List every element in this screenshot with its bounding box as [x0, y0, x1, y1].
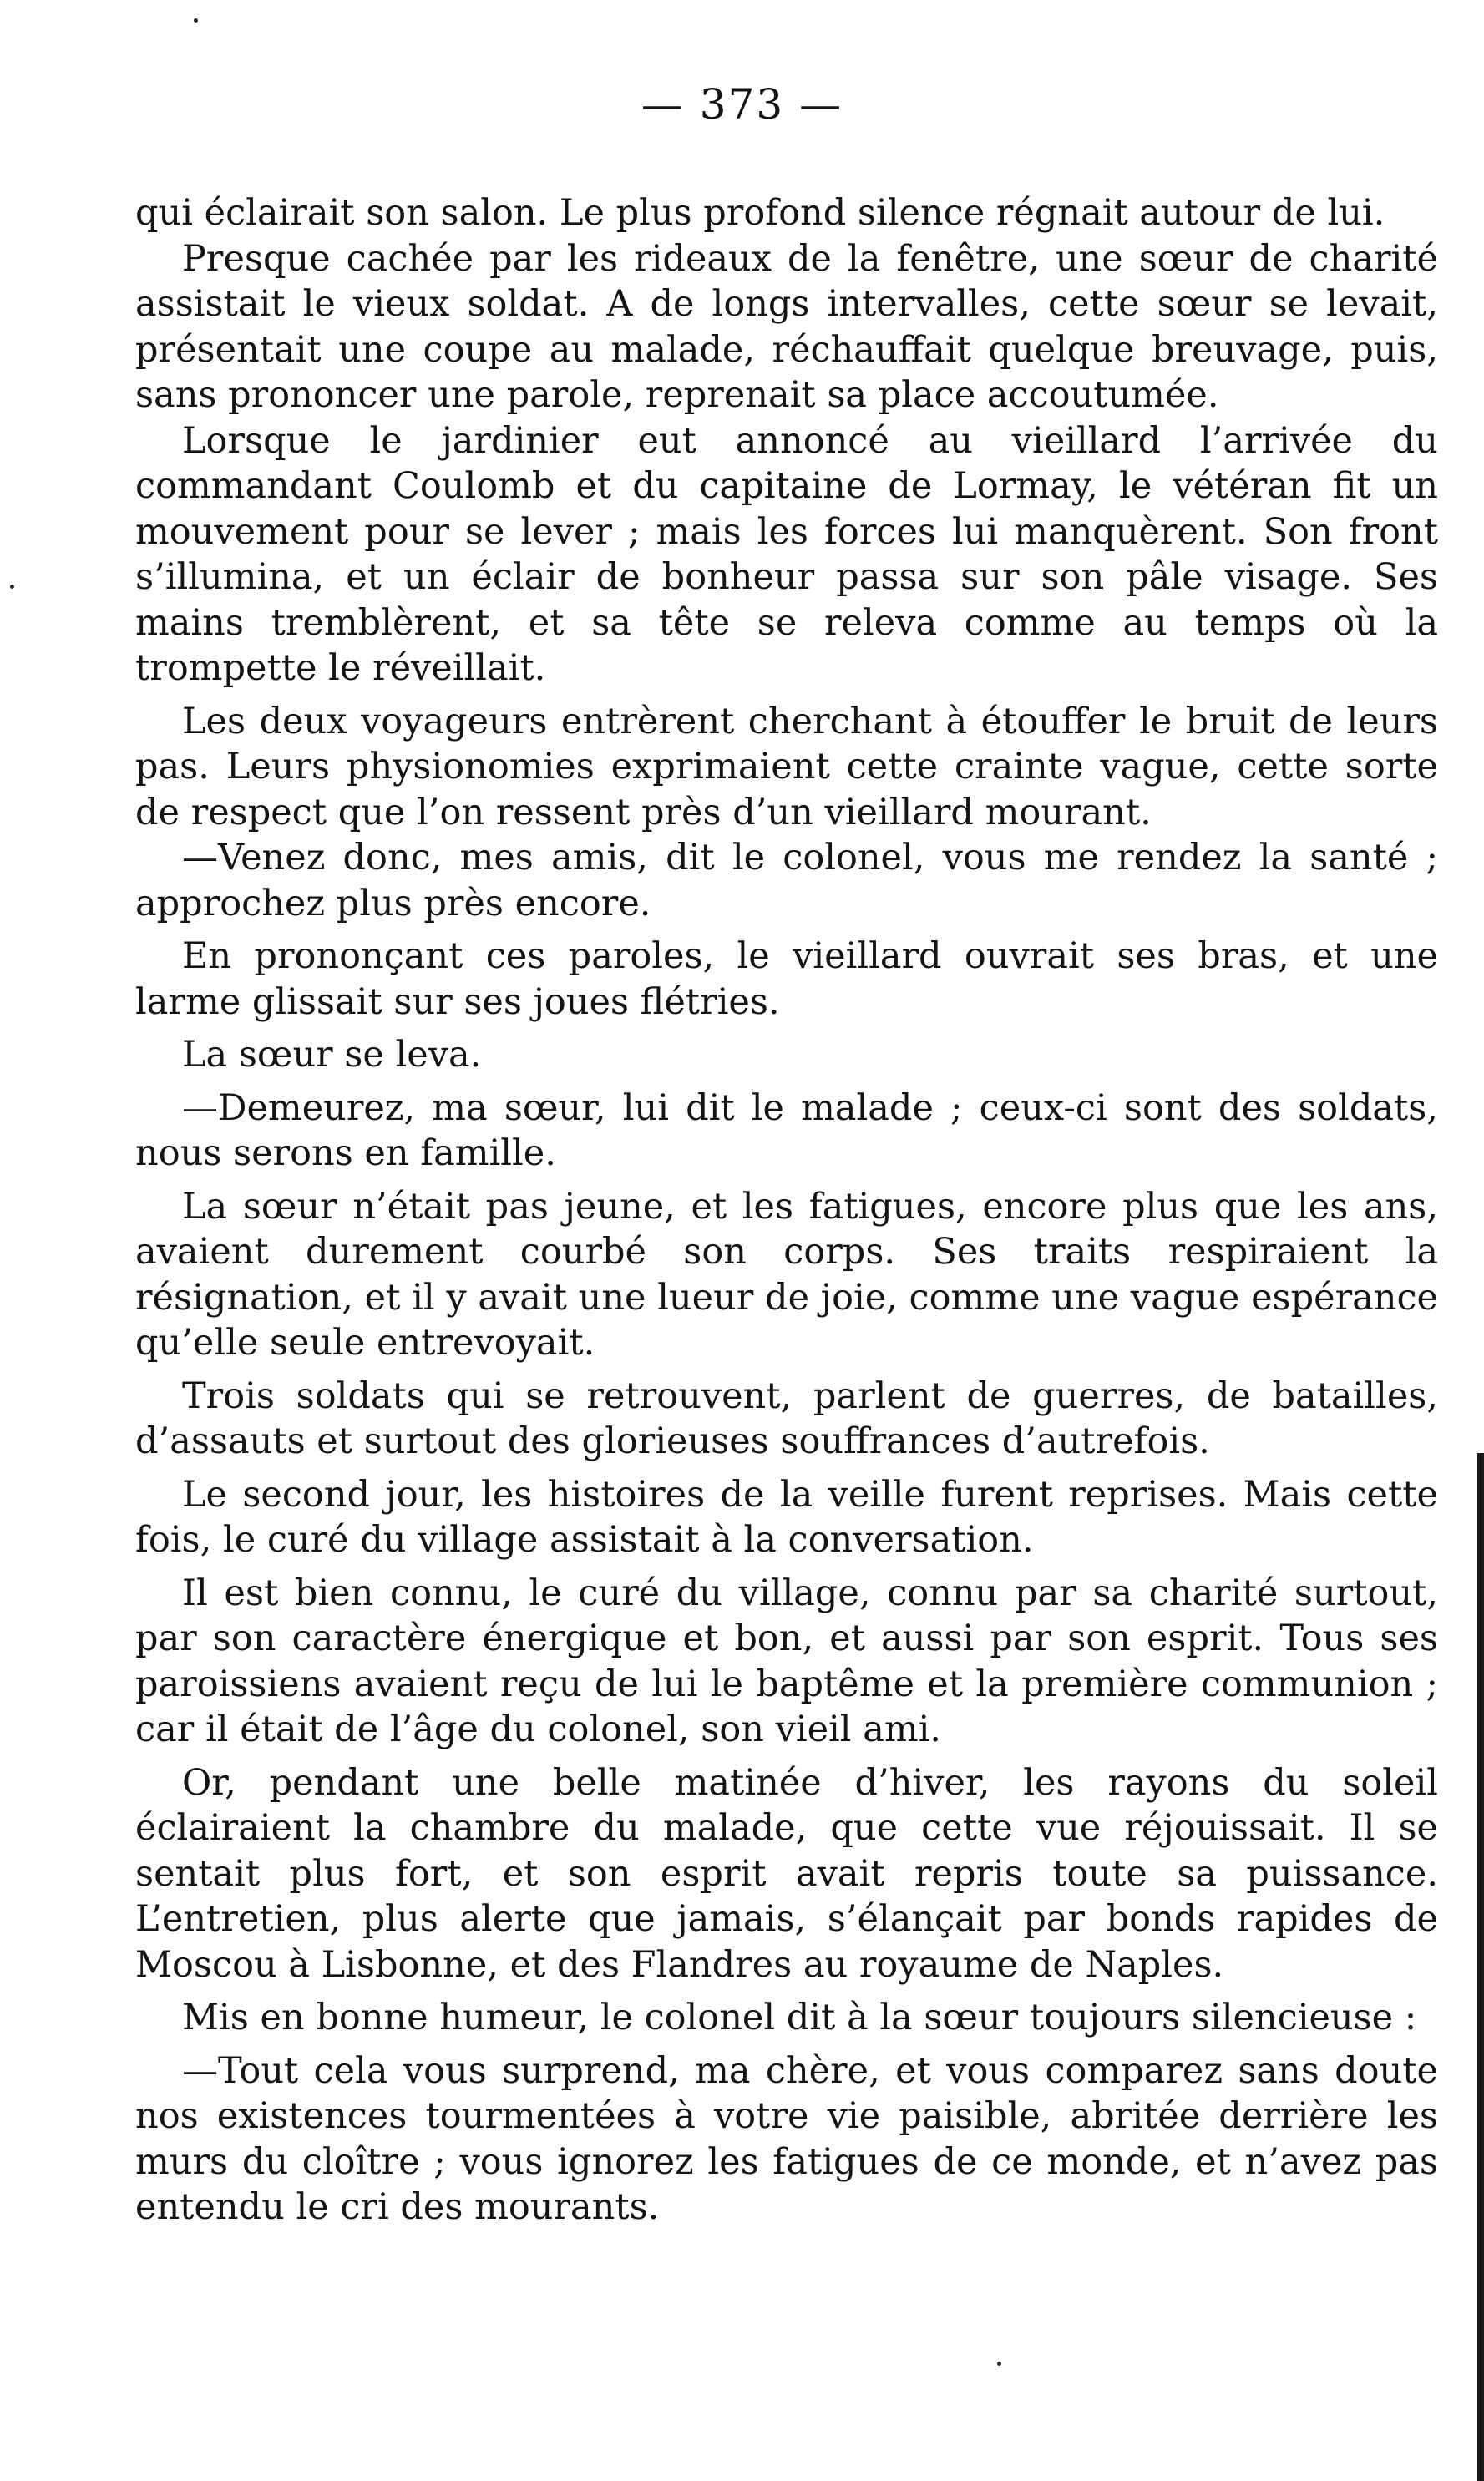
paragraph: Le second jour, les histoires de la veille furent reprises. Mais cette fois, le curé du village assistait à la conversation.: [135, 1473, 1438, 1561]
page-number: — 373 —: [641, 80, 843, 129]
paragraph: Or, pendant une belle matinée d’hiver, les rayons du soleil éclairaient la chambre du malade, que cette vue réjouissait. Il se sentait plus fort, et son esprit avait repris toute sa puissance. L’entretien, plus alerte que jamais, s’élançait par bonds rapides de Moscou à Lisbonne, et des Flandres au royaume de Naples.: [135, 1761, 1438, 1986]
paragraph: Les deux voyageurs entrèrent cherchant à étouffer le bruit de leurs pas. Leurs physionomies exprimaient cette crainte vague, cette sorte de respect que l’on ressent près d’un vieillard mourant.: [135, 700, 1438, 833]
scan-speck: [997, 2362, 1001, 2366]
paragraph: La sœur se leva.: [182, 1034, 482, 1076]
paragraph: qui éclairait son salon. Le plus profond silence régnait autour de lui.: [135, 192, 1385, 234]
paragraph: En prononçant ces paroles, le vieillard ouvrait ses bras, et une larme glissait sur ses joues flétries.: [135, 935, 1438, 1023]
body-text: [135, 190, 1438, 2230]
scan-speck: [10, 585, 14, 589]
paragraph: Trois soldats qui se retrouvent, parlent de guerres, de batailles, d’assauts et surtout des glorieuses souffrances d’autrefois.: [135, 1375, 1438, 1462]
paragraph: —Demeurez, ma sœur, lui dit le malade ; ceux-ci sont des soldats, nous serons en famille.: [135, 1086, 1438, 1174]
scan-speck: [194, 18, 198, 23]
paragraph: Presque cachée par les rideaux de la fenêtre, une sœur de charité assistait le vieux soldat. A de longs intervalles, cette sœur se levait, présentait une coupe au malade, réchauffait quelque breuvage, puis, sans prononcer une parole, reprenait sa place accoutumée.: [135, 237, 1438, 416]
paragraph: La sœur n’était pas jeune, et les fatigues, encore plus que les ans, avaient durement courbé son corps. Ses traits respiraient la résignation, et il y avait une lueur de joie, comme une vague espérance qu’elle seule entrevoyait.: [135, 1185, 1438, 1364]
paragraph: Lorsque le jardinier eut annoncé au vieillard l’arrivée du commandant Coulomb et du capitaine de Lormay, le vétéran fit un mouvement pour se lever ; mais les forces lui manquèrent. Son front s’illumina, et un éclair de bonheur passa sur son pâle visage. Ses mains tremblèrent, et sa tête se releva comme au temps où la trompette le réveillait.: [135, 419, 1438, 689]
paragraph: Il est bien connu, le curé du village, connu par sa charité surtout, par son caractère énergique et bon, et aussi par son esprit. Tous ses paroissiens avaient reçu de lui le baptême et la première communion ; car il était de l’âge du colonel, son vieil ami.: [135, 1572, 1438, 1750]
paragraph: —Venez donc, mes amis, dit le colonel, vous me rendez la santé ; approchez plus près encore.: [135, 837, 1438, 924]
paragraph: Mis en bonne humeur, le colonel dit à la sœur toujours silencieuse :: [182, 1997, 1417, 2038]
scan-edge-shadow: [1477, 1453, 1484, 2481]
paragraph: —Tout cela vous surprend, ma chère, et vous comparez sans doute nos existences tourmentées à votre vie paisible, abritée derrière les murs du cloître ; vous ignorez les fatigues de ce monde, et n’avez pas entendu le cri des mourants.: [135, 2049, 1438, 2228]
